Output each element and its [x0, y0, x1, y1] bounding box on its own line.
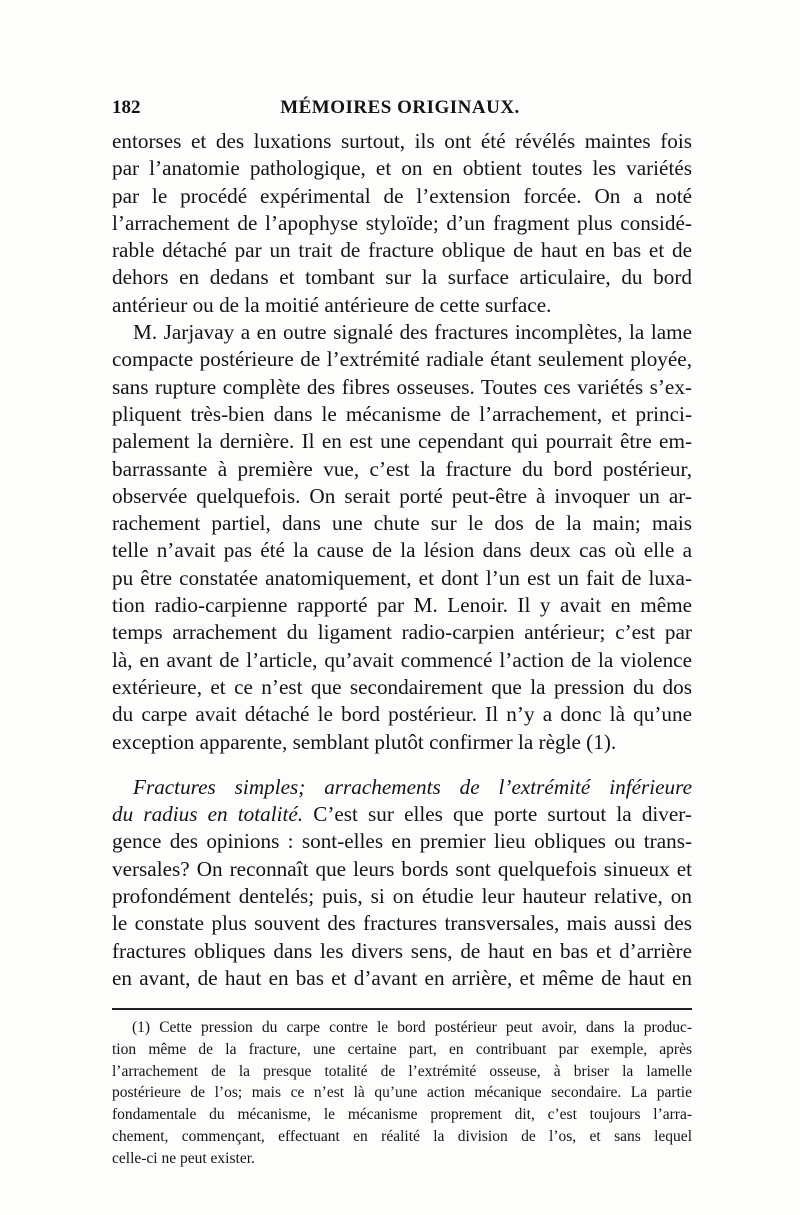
text-line: l’arrachement de l’apophyse styloïde; d’un fragment plus considé- — [112, 210, 692, 235]
footnote-line: fondamentale du mécanisme, le mécanisme proprement dit, c’est toujours l’arra- — [112, 1106, 692, 1124]
text-line: compacte postérieure de l’extrémité radiale étant seulement ployée, — [112, 347, 692, 372]
footnote-line: postérieure de l’os; mais ce n’est là qu’une action mécanique secondaire. La partie — [112, 1084, 692, 1102]
text-line — [112, 801, 692, 828]
text-line: par le procédé expérimental de l’extension forcée. On a noté — [112, 183, 692, 208]
text-line: par l’anatomie pathologique, et on en obtient toutes les variétés — [112, 156, 692, 181]
footnote-line: chement, commençant, effectuant en réalité la division de l’os, et sans lequel — [112, 1127, 692, 1145]
running-head: MÉMOIRES ORIGINAUX. — [280, 97, 520, 118]
page-number: 182 — [112, 97, 141, 118]
page-header — [112, 97, 688, 127]
text-line: gence des opinions : sont-elles en premier lieu obliques ou trans- — [112, 829, 692, 854]
text-line: rable détaché par un trait de fracture oblique de haut en bas et de — [112, 238, 692, 263]
text-line: versales? On reconnaît que leurs bords sont quelquefois sinueux et — [112, 856, 692, 881]
text-line: M. Jarjavay a en outre signalé des fractures incomplètes, la lame — [133, 320, 692, 345]
text-line: antérieur ou de la moitié antérieure de cette surface. — [112, 292, 552, 317]
text-line-rest: C’est sur elles que porte surtout la diver- — [303, 802, 692, 827]
section-heading-line: Fractures simples; arrachements de l’extrémité inférieure — [133, 774, 692, 799]
text-line: le constate plus souvent des fractures transversales, mais aussi des — [112, 911, 692, 936]
text-line: sans rupture complète des fibres osseuses. Toutes ces variétés s’ex- — [112, 374, 692, 399]
text-line: profondément dentelés; puis, si on étudie leur hauteur relative, on — [112, 884, 692, 909]
footnote-line: l’arrachement de la presque totalité de l’extrémité osseuse, à briser la lamelle — [112, 1062, 692, 1080]
text-line: pu être constatée anatomiquement, et dont l’un est un fait de luxa- — [112, 565, 692, 590]
text-line: observée quelquefois. On serait porté peut-être à invoquer un ar- — [112, 483, 692, 508]
footnote-rule — [112, 1008, 692, 1010]
footnote-line: (1) Cette pression du carpe contre le bord postérieur peut avoir, dans la produc- — [132, 1019, 692, 1036]
text-line: entorses et des luxations surtout, ils ont été révélés maintes fois — [112, 129, 692, 153]
text-line: là, en avant de l’article, qu’avait commencé l’action de la violence — [112, 647, 692, 672]
body-text — [112, 128, 692, 992]
text-line: extérieure, et ce n’est que secondairement que la pression du dos — [112, 674, 692, 699]
text-line: fractures obliques dans les divers sens, de haut en bas et d’arrière — [112, 938, 692, 963]
text-line: en avant, de haut en bas et d’avant en arrière, et même de haut en — [112, 965, 692, 990]
text-line: palement la dernière. Il en est une cependant qui pourrait être em- — [112, 429, 692, 454]
footnote-line: tion même de la fracture, une certaine part, en contribuant par exemple, après — [112, 1040, 692, 1058]
footnote-line: celle-ci ne peut exister. — [112, 1149, 255, 1167]
text-line: telle n’avait pas été la cause de la lésion dans deux cas où elle a — [112, 538, 692, 563]
text-line: pliquent très-bien dans le mécanisme de l’arrachement, et princi- — [112, 401, 692, 426]
text-line: rachement partiel, dans une chute sur le dos de la main; mais — [112, 511, 692, 536]
text-line: exception apparente, semblant plutôt confirmer la règle (1). — [112, 729, 617, 754]
footnote — [112, 1017, 692, 1170]
section-heading-end: du radius en totalité. — [112, 802, 304, 827]
text-line: du carpe avait détaché le bord postérieur. Il n’y a donc là qu’une — [112, 702, 692, 727]
paragraph-gap — [112, 756, 692, 774]
text-line: barrassante à première vue, c’est la fracture du bord postérieur, — [112, 456, 692, 481]
text-line: temps arrachement du ligament radio-carpien antérieur; c’est par — [112, 620, 692, 645]
text-line: tion radio-carpienne rapporté par M. Lenoir. Il y avait en même — [112, 593, 692, 618]
text-line: dehors en dedans et tombant sur la surface articulaire, du bord — [112, 265, 692, 290]
